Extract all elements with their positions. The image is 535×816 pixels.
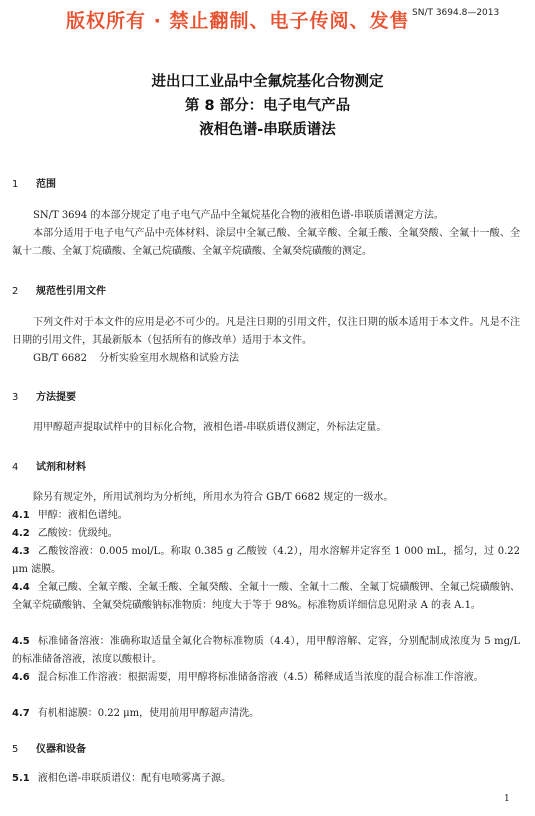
item-text: 甲醇：液相色谱纯。 (37, 510, 128, 521)
document-title: 进出口工业品中全氟烷基化合物测定 (151, 74, 384, 90)
item-text: 混合标准工作溶液：根据需要，用甲醇将标准储备溶液（4.5）稀释成适当浓度的混合标准工作溶液。 (37, 672, 484, 683)
scope-paragraph: SN/T 3694 的本部分规定了电子电气产品中全氟烷基化合物的液相色谱-串联质谱测定方法。 (33, 210, 444, 221)
apparatus-item (12, 770, 520, 788)
standard-number: SN/T 3694.8—2013 (412, 8, 500, 18)
scope-applicability-paragraph: 本部分适用于电子电气产品中壳体材料、涂层中全氟己酸、全氟辛酸、全氟壬酸、全氟癸酸、全氟十一酸、全氟十二酸、全氟丁烷磺酸、全氟己烷磺酸、全氟辛烷磺酸、全氟癸烷磺酸的测定。 (12, 228, 520, 257)
item-number: 4.4 (12, 582, 30, 593)
section-heading-reagents (12, 458, 86, 473)
section-number: 2 (12, 286, 19, 297)
copyright-watermark: 版权所有 · 禁止翻制、电子传阅、发售 (66, 10, 410, 32)
item-text: 标准储备溶液：准确称取适量全氟化合物标准物质（4.4），用甲醇溶解、定容，分别配制成浓度为 5 mg/L 的标准储备溶液，浓度以酸根计。 (12, 636, 520, 665)
item-number: 5.1 (12, 773, 30, 784)
item-text: 乙酸铵溶液：0.005 mol/L。称取 0.385 g 乙酸铵（4.2），用水溶解并定容至 1 000 mL，摇匀，过 0.22 μm 滤膜。 (12, 546, 520, 575)
item-number: 4.7 (12, 708, 30, 719)
reference-title: 分析实验室用水规格和试验方法 (99, 353, 240, 364)
reagent-item (12, 543, 520, 579)
section-title: 试剂和材料 (36, 462, 86, 473)
document-subtitle-method: 液相色谱-串联质谱法 (199, 122, 336, 138)
section-number: 3 (12, 392, 19, 403)
reagent-item (12, 633, 520, 669)
reagents-intro-paragraph: 除另有规定外，所用试剂均为分析纯，所用水为符合 GB/T 6682 规定的一级水。 (33, 492, 394, 503)
document-subtitle-part: 第 8 部分：电子电气产品 (184, 98, 351, 114)
reagent-item (12, 579, 520, 615)
principle-paragraph: 用甲醇超声提取试样中的目标化合物，液相色谱-串联质谱仪测定，外标法定量。 (33, 422, 387, 433)
item-text: 乙酸铵：优级纯。 (37, 528, 118, 539)
section-heading-apparatus (12, 740, 86, 755)
item-text: 全氟己酸、全氟辛酸、全氟壬酸、全氟癸酸、全氟十一酸、全氟十二酸、全氟丁烷磺酸钾、全氟己烷磺酸钠、全氟辛烷磺酸钠、全氟癸烷磺酸钠标准物质：纯度大于等于 98%。标准物质详细信息见附录 A 的表 A.1。 (12, 582, 520, 611)
item-number: 4.6 (12, 672, 30, 683)
reagent-item (12, 507, 520, 525)
section-title: 范围 (36, 179, 56, 190)
item-number: 4.5 (12, 636, 30, 647)
section-number: 5 (12, 744, 19, 755)
section-title: 方法提要 (36, 392, 76, 403)
section-number: 1 (12, 179, 19, 190)
section-heading-principle (12, 388, 76, 403)
page-number: 1 (504, 794, 510, 804)
reagent-item (12, 669, 520, 687)
item-number: 4.1 (12, 510, 30, 521)
section-heading-scope (12, 175, 56, 190)
references-paragraph: 下列文件对于本文件的应用是必不可少的。凡是注日期的引用文件，仅注日期的版本适用于本文件。凡是不注日期的引用文件，其最新版本（包括所有的修改单）适用于本文件。 (12, 317, 520, 346)
item-text: 有机相滤膜：0.22 μm，使用前用甲醇超声清洗。 (37, 708, 260, 719)
reagent-item (12, 525, 520, 543)
reference-entry (33, 350, 239, 368)
reagent-item (12, 705, 520, 723)
section-title: 规范性引用文件 (36, 286, 106, 297)
item-text: 液相色谱-串联质谱仪：配有电喷雾离子源。 (37, 773, 232, 784)
section-title: 仪器和设备 (36, 744, 86, 755)
section-number: 4 (12, 462, 19, 473)
item-number: 4.3 (12, 546, 30, 557)
item-number: 4.2 (12, 528, 30, 539)
reference-code: GB/T 6682 (33, 353, 88, 364)
section-heading-normative-references (12, 282, 106, 297)
